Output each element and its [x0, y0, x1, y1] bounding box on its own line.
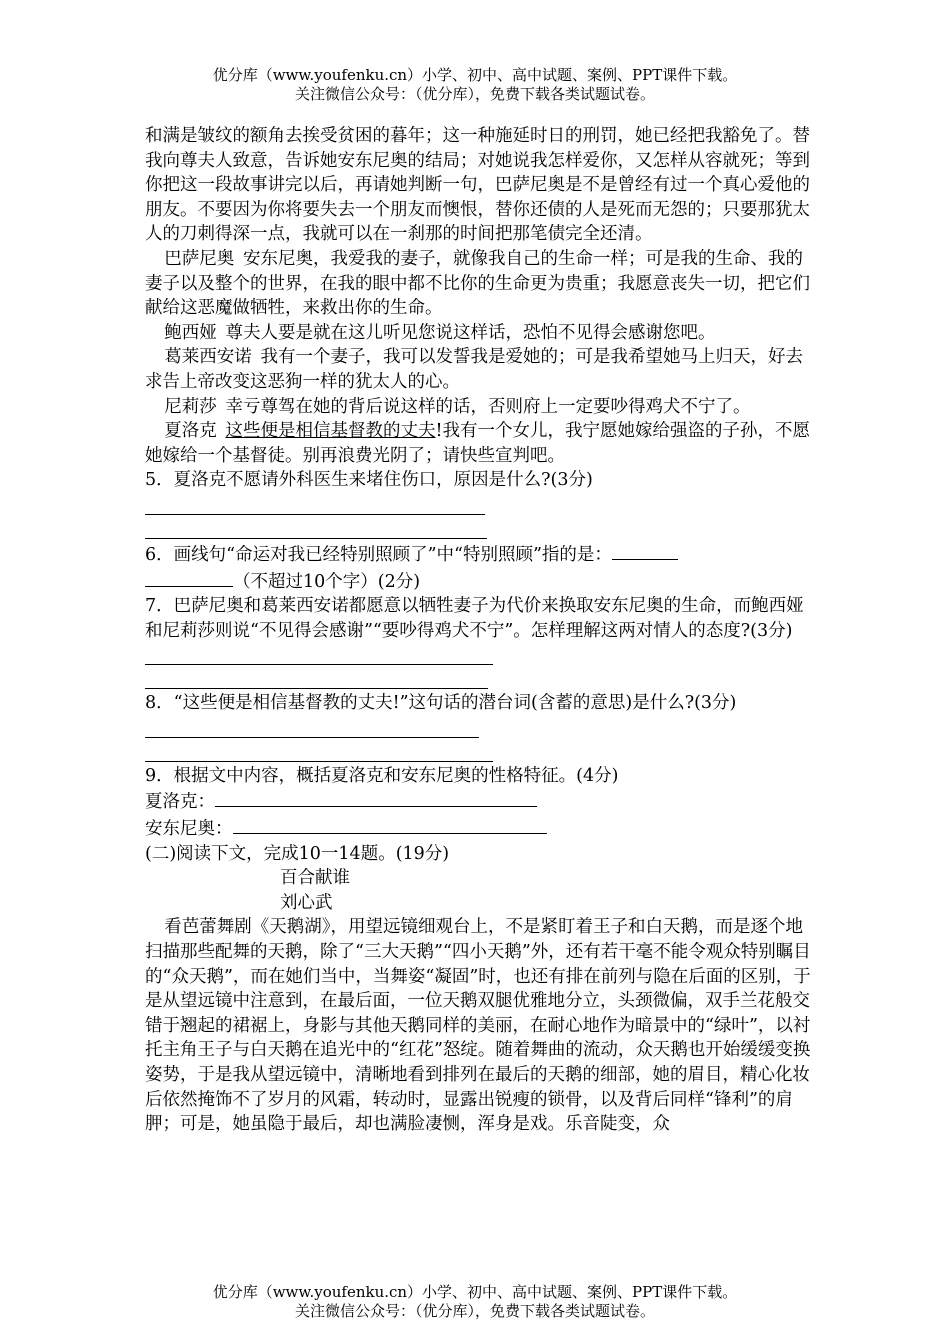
speaker-name: 巴萨尼奥	[164, 248, 235, 269]
question-6	[145, 541, 815, 568]
dialogue-portia	[145, 321, 815, 346]
field-label: 安东尼奥：	[145, 819, 233, 840]
question-7: 7．巴萨尼奥和葛莱西安诺都愿意以牺牲妻子为代价来换取安东尼奥的生命，而鲍西娅和尼莉莎则说“不见得会感谢”“要吵得鸡犬不宁”。怎样理解这两对情人的态度?(3分)	[145, 596, 804, 641]
dialogue-text: !我有一个女儿，我宁愿她嫁给强盗的子孙，不愿她嫁给一个基督徒。别再浪费光阴了；请快些宣判吧。	[145, 421, 811, 466]
answer-line	[145, 716, 815, 740]
answer-line	[145, 667, 815, 691]
answer-line	[145, 643, 815, 667]
section-heading: (二)阅读下文，完成10一14题。(19分)	[145, 843, 450, 864]
answer-blank	[215, 788, 537, 807]
question-9: 9．根据文中内容，概括夏洛克和安东尼奥的性格特征。(4分)	[145, 765, 619, 786]
question-6-text: 6．画线句“命运对我已经特别照顾了”中“特别照顾”指的是：	[145, 544, 612, 565]
underlined-sentence: 这些便是相信基督教的丈夫	[225, 421, 436, 442]
field-label: 夏洛克：	[145, 792, 215, 813]
answer-line	[145, 493, 815, 517]
question-5: 5．夏洛克不愿请外科医生来堵住伤口，原因是什么?(3分)	[145, 470, 593, 491]
dialogue-shylock	[145, 419, 815, 468]
question-6-continued	[145, 568, 815, 595]
footer-line-1: 优分库（www.youfenku.cn）小学、初中、高中试题、案例、PPT课件下载。	[212, 1283, 738, 1301]
answer-blank	[233, 815, 547, 834]
answer-blank	[145, 568, 233, 587]
question-8: 8．“这些便是相信基督教的丈夫!”这句话的潜台词(含蓄的意思)是什么?(3分)	[145, 693, 737, 714]
header-line-2: 关注微信公众号：（优分库），免费下载各类试题试卷。	[294, 85, 655, 103]
passage-paragraph: 和满是皱纹的额角去挨受贫困的暮年；这一种施延时日的刑罚，她已经把我豁免了。替我向尊夫人致意，告诉她安东尼奥的结局；对她说我怎样爱你，又怎样从容就死；等到你把这一段故事讲完以后，再请她判断一句，巴萨尼奥是不是曾经有过一个真心爱他的朋友。不要因为你将要失去一个朋友而懊恨，替你还债的人是死而无怨的；只要那犹太人的刀刺得深一点，我就可以在一刹那的时间把那笔债完全还清。	[145, 126, 810, 245]
dialogue-nerissa	[145, 395, 815, 420]
dialogue-text: 安东尼奥，我爱我的妻子，就像我自己的生命一样；可是我的生命、我的妻子以及整个的世界，在我的眼中都不比你的生命更为贵重；我愿意丧失一切，把它们献给这恶魔做牺牲，来救出你的生命。	[145, 248, 810, 319]
speaker-name: 葛莱西安诺	[164, 347, 252, 368]
dialogue-gratiano	[145, 345, 815, 394]
dialogue-text: 幸亏尊驾在她的背后说这样的话，否则府上一定要吵得鸡犬不宁了。	[225, 396, 751, 417]
page-footer	[0, 1283, 950, 1321]
dialogue-text: 我有一个妻子，我可以发誓我是爱她的；可是我希望她马上归天，好去求告上帝改变这恶狗一样的犹太人的心。	[145, 347, 803, 392]
article-author: 刘心武	[280, 892, 333, 913]
article-title: 百合献谁	[280, 868, 350, 889]
answer-line	[145, 740, 815, 764]
question-6-limit: （不超过10个字）(2分)	[233, 571, 421, 592]
page-header	[0, 66, 950, 104]
question-9-shylock	[145, 788, 815, 815]
answer-blank	[612, 541, 678, 560]
answer-line	[145, 517, 815, 541]
speaker-name: 尼莉莎	[164, 396, 217, 417]
article-paragraph: 看芭蕾舞剧《天鹅湖》，用望远镜细观台上，不是紧盯着王子和白天鹅，而是逐个地扫描那些配舞的天鹅，除了“三大天鹅”“四小天鹅”外，还有若干毫不能令观众特别瞩目的“众天鹅”，而在她们当中，当舞姿“凝固”时，也还有排在前列与隐在后面的区别，于是从望远镜中注意到，在最后面，一位天鹅双腿优雅地分立，头颈微偏，双手兰花般交错于翘起的裙裾上，身影与其他天鹅同样的美丽，在耐心地作为暗景中的“绿叶”，以衬托主角王子与白天鹅在追光中的“红花”怒绽。随着舞曲的流动，众天鹅也开始缓缓变换姿势，于是我从望远镜中，清晰地看到排列在最后的天鹅的细部，她的眉目，精心化妆后依然掩饰不了岁月的风霜，转动时，显露出锐瘦的锁骨，以及背后同样“锋利”的肩胛；可是，她虽隐于最后，却也满脸凄恻，浑身是戏。乐音陡变，众	[145, 917, 811, 1135]
question-9-antonio	[145, 815, 815, 842]
dialogue-text: 尊夫人要是就在这儿听见您说这样话，恐怕不见得会感谢您吧。	[225, 322, 716, 343]
dialogue-bassanio	[145, 247, 815, 321]
header-line-1: 优分库（www.youfenku.cn）小学、初中、高中试题、案例、PPT课件下载。	[212, 66, 738, 84]
footer-line-2: 关注微信公众号：（优分库），免费下载各类试题试卷。	[294, 1302, 655, 1320]
document-body	[145, 124, 815, 1137]
speaker-name: 夏洛克	[164, 421, 217, 442]
speaker-name: 鲍西娅	[164, 322, 217, 343]
